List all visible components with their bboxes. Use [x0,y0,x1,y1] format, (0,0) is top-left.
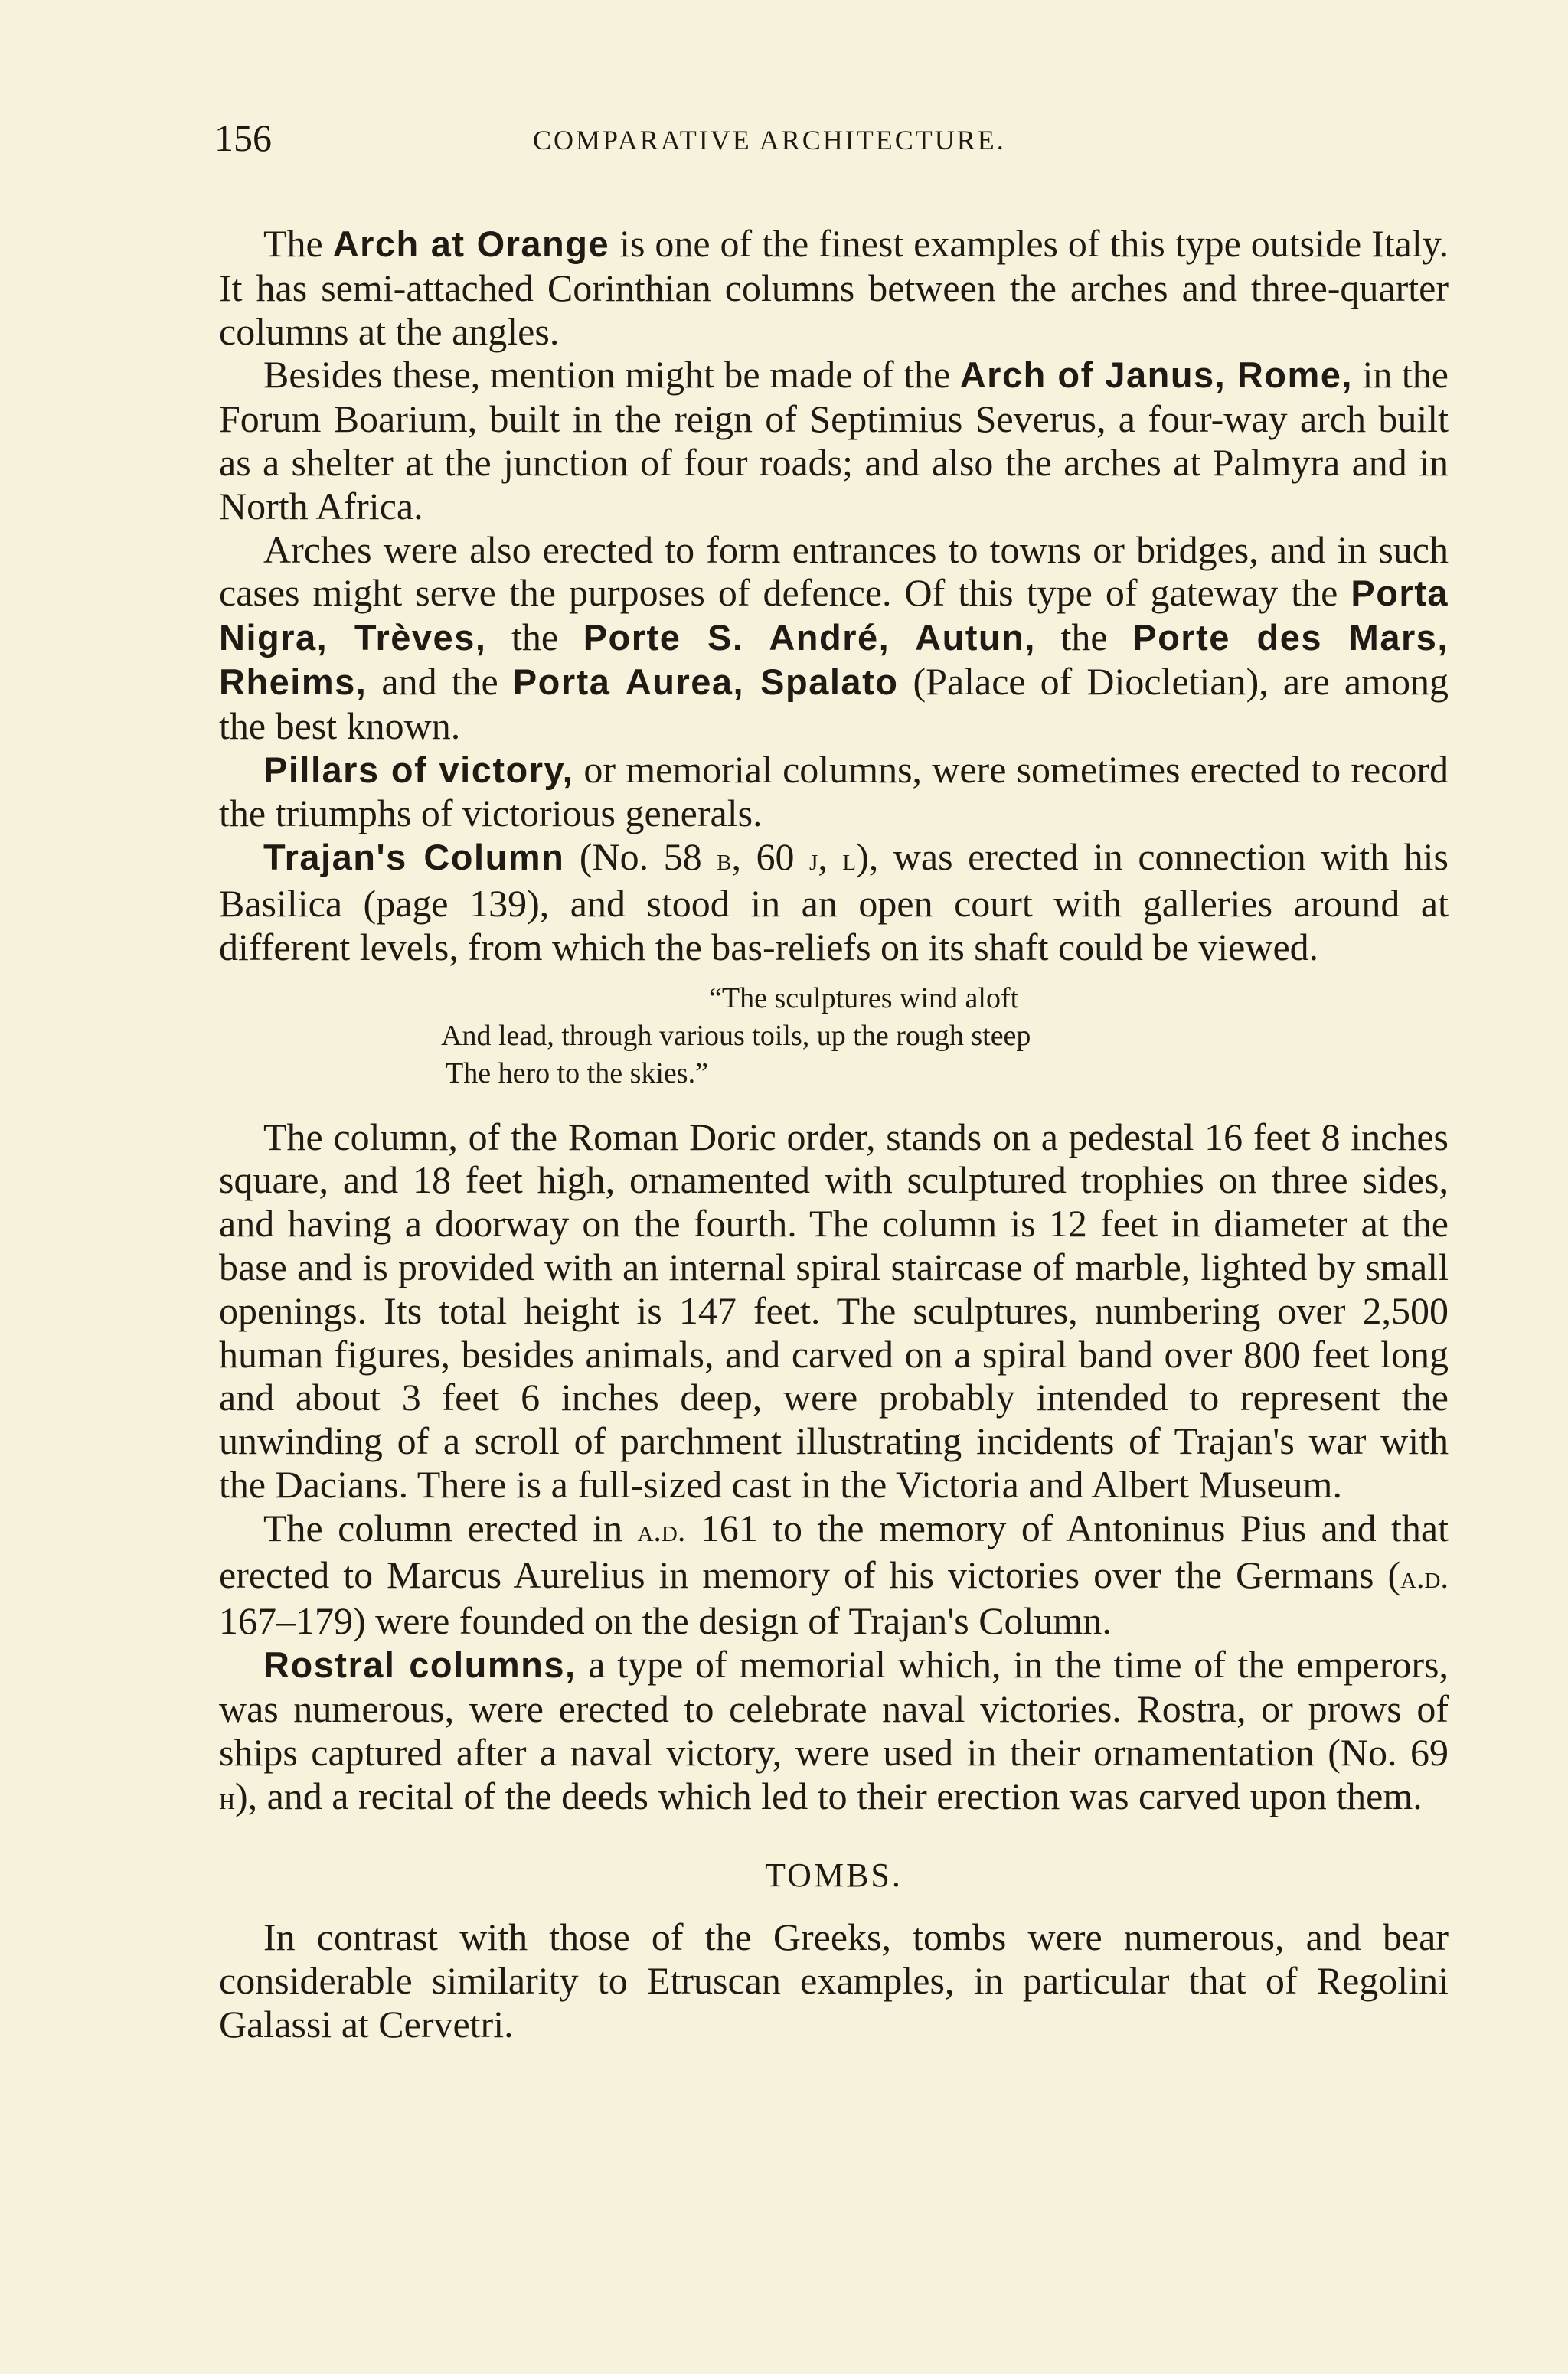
heading-inline-pillars-victory: Pillars of victory, [263,749,574,790]
page-header [214,107,1449,168]
figure-ref: l [842,842,857,878]
text-run: Besides these, mention might be made of the [263,353,960,397]
heading-inline-trajans-column: Trajan's Column [263,837,565,878]
text-run: The [263,222,333,265]
heading-inline-rostral-columns: Rostral columns, [263,1644,577,1686]
paragraph-gateways [219,528,1449,748]
text-run: in the Forum Boarium, built in the reign of Septimius Severus, a four-way arch built as a shelter at the junction of four roads; and also the arches at Palmyra and in North Africa. [219,353,1449,527]
heading-inline-arch-orange: Arch at Orange [332,224,610,264]
text-run: The column erected in [263,1506,638,1549]
heading-inline-arch-janus: Arch of Janus, Rome, [959,354,1353,396]
text-run: 167–179) were founded on the design of Trajan's Column. [219,1599,1112,1643]
paragraph-column-description: The column, of the Roman Doric order, stands on a pedestal 16 feet 8 inches square, and 18 feet high, ornamented with sculptured trophies on three sides, and having a doorway on the fourth. The column is 12 feet in diameter at the base and is provided with an internal spiral staircase of marble, lighted by small openings. Its total height is 147 feet. The sculptures, numbering over 2,500 human figures, besides animals, and carved on a spiral band over 800 feet long and about 3 feet 6 inches deep, were probably intended to represent the unwinding of a scroll of parchment illustrating incidents of Trajan's war with the Dacians. There is a full-sized cast in the Victoria and Albert Museum. [219,1115,1449,1506]
text-run: ), was erected in connection with his Basilica (page 139), and stood in an open court with galleries around at different levels, from which the bas-reliefs on its shaft could be viewed. [219,835,1449,968]
verse-quotation [219,980,1449,1092]
body-text [219,222,1449,2046]
text-run: ), and a recital of the deeds which led to their erection was carved upon them. [234,1774,1423,1817]
text-run: and the [367,659,513,703]
quote-line: The hero to the skies.” [446,1056,708,1089]
paragraph-tombs: In contrast with those of the Greeks, tombs were numerous, and bear considerable similarity to Etruscan examples, in particular that of Regolini Galassi at Cervetri. [219,1915,1449,2046]
text-run: (Palace of Diocletian), are among the best known. [219,659,1449,747]
quote-line: “The sculptures wind aloft [709,981,1019,1014]
page-number: 156 [214,116,272,159]
text-run: 161 to the memory of Antoninus Pius and that erected to Marcus Aurelius in memory of his victories over the Germans ( [219,1506,1449,1596]
text-run: the [486,616,583,659]
text-run: , 60 [731,835,810,879]
era-abbrev: a.d. [1400,1559,1449,1595]
paragraph-trajans-column [219,835,1449,968]
heading-inline-porta-aurea: Porta Aurea, Spalato [512,661,899,702]
text-run: or memorial columns, were sometimes erected to record the triumphs of victorious generals. [219,747,1449,835]
heading-inline-porte-andre: Porte S. André, Autun, [583,617,1036,658]
section-heading-tombs: TOMBS. [765,1856,903,1895]
paragraph-arch-orange [219,222,1449,353]
heading-inline-porta-nigra: Porta Nigra, Trèves, [219,573,1449,658]
heading-inline-porte-mars: Porte des Mars, Rheims, [219,617,1449,702]
text-run: Arches were also erected to form entrances to towns or bridges, and in such cases might serve the purposes of defence. Of this type of gateway the [219,527,1449,615]
book-page [214,107,1449,2046]
figure-ref: j [809,842,818,878]
running-title: COMPARATIVE ARCHITECTURE. [533,125,1006,155]
quote-line: And lead, through various toils, up the rough steep [441,1019,1031,1052]
paragraph-rostral-columns [219,1643,1449,1821]
era-abbrev: a.d. [637,1513,686,1549]
text-run: a type of memorial which, in the time of the emperors, was numerous, were erected to celebrate naval victories. Rostra, or prows of ships captured after a naval victory, were used in their ornamentation (No. 69 [219,1643,1449,1774]
text-run: is one of the finest examples of this type outside Italy. It has semi-attached Corinthian columns between the arches and three-quarter columns at the angles. [219,222,1449,353]
paragraph-pillars-victory [219,748,1449,836]
text-run: (No. 58 [564,835,717,879]
figure-ref: b [717,842,732,878]
paragraph-antoninus-column [219,1507,1449,1643]
figure-ref: h [219,1781,235,1817]
text-run: , [818,835,843,879]
paragraph-arch-janus [219,353,1449,527]
text-run: the [1035,616,1133,659]
